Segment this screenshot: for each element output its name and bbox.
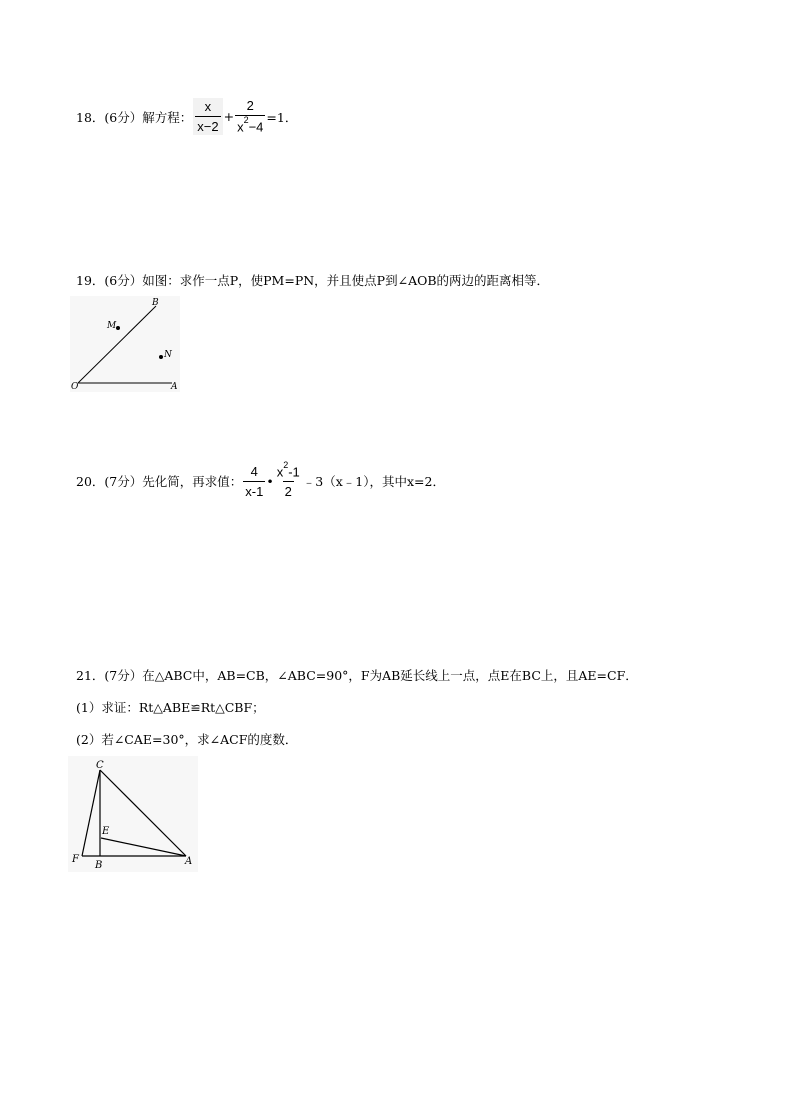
q18-prefix: 18．(6分）解方程： — [76, 109, 193, 125]
q19-label-M: M — [107, 321, 117, 331]
q18-fraction-2 — [235, 98, 265, 134]
q18-f1-numerator: x — [204, 99, 212, 114]
q20-f2-numerator — [275, 460, 302, 481]
q20-tail: ﹣3（x﹣1），其中x=2． — [302, 474, 445, 490]
q18-f2-den-rest: −4 — [248, 119, 264, 135]
q18-fraction-1 — [193, 98, 222, 135]
q21-label-A: A — [185, 856, 193, 867]
question-21-text: 21．(7分）在△ABC中，AB=CB，∠ABC=90°，F为AB延长线上一点，点E在BC上，且AE=CF． — [76, 668, 638, 683]
q18-f2-denominator — [235, 115, 265, 134]
q19-label-A: A — [171, 382, 178, 392]
q19-angle-figure — [70, 296, 180, 392]
q20-f1-denominator: x-1 — [243, 481, 265, 499]
q19-label-B: B — [152, 298, 159, 308]
q21-label-E: E — [102, 826, 110, 837]
q18-tail: =1． — [266, 109, 298, 125]
q20-fraction-2 — [275, 460, 302, 500]
q20-dot: • — [266, 473, 274, 489]
question-21-part-1: (1）求证：Rt△ABE≌Rt△CBF； — [76, 700, 265, 715]
q18-f1-denominator: x−2 — [195, 116, 220, 134]
question-21-part-2: (2）若∠CAE=30°，求∠ACF的度数． — [76, 732, 298, 747]
q20-fraction-1 — [243, 464, 265, 499]
q20-f2-num-rest: -1 — [288, 464, 300, 480]
q19-label-N: N — [164, 350, 172, 360]
q18-plus: + — [223, 109, 235, 124]
q20-prefix: 20．(7分）先化简，再求值： — [76, 474, 243, 490]
q21-label-F: F — [72, 854, 79, 865]
q21-triangle-figure — [68, 756, 198, 872]
q19-label-O: O — [71, 382, 79, 392]
q18-f2-numerator: 2 — [246, 98, 254, 114]
q20-f2-denominator: 2 — [283, 481, 294, 499]
question-18 — [76, 98, 297, 135]
q20-f2-num-exp: 2 — [283, 460, 289, 470]
q21-label-C: C — [96, 760, 104, 771]
q20-f1-numerator: 4 — [250, 463, 258, 479]
question-19-text: 19．(6分）如图：求作一点P，使PM=PN，并且使点P到∠AOB的两边的距离相等． — [76, 273, 550, 288]
q18-f2-den-exp: 2 — [243, 115, 249, 126]
q20-f2-num-base: x — [276, 464, 284, 480]
q21-label-B: B — [95, 860, 103, 871]
q18-f2-den-base: x — [237, 119, 244, 135]
question-20 — [76, 460, 445, 500]
